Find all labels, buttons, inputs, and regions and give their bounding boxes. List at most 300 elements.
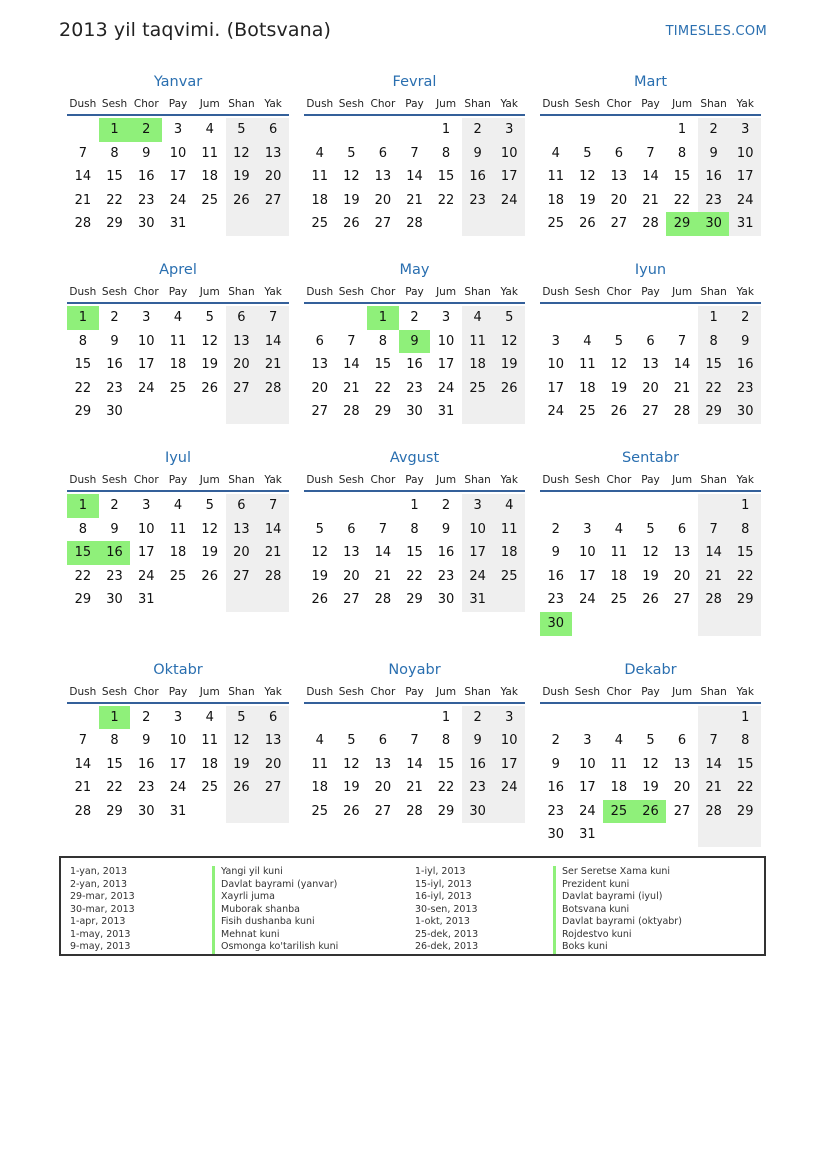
day-cell: 14 xyxy=(406,756,423,772)
day-cell: 7 xyxy=(410,733,419,749)
day-cell: 6 xyxy=(257,118,289,142)
month-name: Fevral xyxy=(392,74,437,90)
day-empty xyxy=(462,400,494,424)
day-cell: 9 xyxy=(698,142,730,166)
day-cell: 12 xyxy=(226,729,258,753)
day-cell: 18 xyxy=(462,353,494,377)
day-cell: 14 xyxy=(698,541,730,565)
day-cell: 15 xyxy=(673,169,691,185)
day-cell: 24 xyxy=(169,780,187,796)
day-cell: 11 xyxy=(493,518,525,542)
day-empty xyxy=(226,212,258,236)
day-cell: 25 xyxy=(547,216,565,232)
day-cell: 23 xyxy=(437,568,455,584)
weekday-label: Yak xyxy=(264,285,282,298)
day-cell: 29 xyxy=(437,803,455,819)
day-empty xyxy=(698,612,730,636)
day-empty xyxy=(603,306,635,330)
day-cell: 22 xyxy=(106,192,123,208)
day-cell: 21 xyxy=(74,192,92,208)
weekday-label: Sesh xyxy=(101,285,128,298)
day-cell: 17 xyxy=(547,380,565,396)
day-cell: 25 xyxy=(462,377,494,401)
day-cell: 3 xyxy=(173,709,183,725)
day-empty xyxy=(336,706,368,730)
day-cell-holiday: 15 xyxy=(67,541,99,565)
weekday-label: Jum xyxy=(199,685,220,698)
weekday-label: Shan xyxy=(700,473,727,486)
legend-holiday-name: Fisih dushanba kuni xyxy=(212,916,338,929)
day-cell: 4 xyxy=(493,494,525,518)
day-grid xyxy=(304,494,525,612)
legend-dates-right xyxy=(415,866,478,954)
day-empty xyxy=(304,306,336,330)
day-cell: 26 xyxy=(343,216,360,232)
day-cell: 24 xyxy=(462,565,494,589)
weekday-label: Jum xyxy=(436,685,457,698)
day-cell: 11 xyxy=(201,733,218,749)
weekday-label: Chor xyxy=(133,685,159,698)
weekday-label: Sesh xyxy=(574,285,600,298)
weekday-label: Pay xyxy=(168,285,188,298)
day-cell: 25 xyxy=(169,568,187,584)
day-grid xyxy=(304,706,525,824)
day-cell: 21 xyxy=(673,380,691,396)
weekday-label: Sesh xyxy=(338,473,364,486)
day-cell: 2 xyxy=(551,733,560,749)
weekday-label: Jum xyxy=(199,473,220,486)
day-cell: 17 xyxy=(437,357,455,373)
day-cell: 16 xyxy=(106,357,123,373)
month-aprel xyxy=(67,260,289,424)
day-cell: 5 xyxy=(347,145,356,161)
day-cell: 26 xyxy=(343,803,360,819)
day-cell: 20 xyxy=(374,192,392,208)
day-empty xyxy=(304,494,336,518)
day-cell: 18 xyxy=(610,568,628,584)
weekday-header xyxy=(67,682,289,704)
day-cell: 3 xyxy=(142,497,151,513)
weekday-header xyxy=(304,94,525,116)
day-cell: 24 xyxy=(729,189,761,213)
day-empty xyxy=(540,306,572,330)
weekday-label: Pay xyxy=(168,685,188,698)
legend-holiday-date: 30-sen, 2013 xyxy=(415,903,478,915)
legend-holiday-date: 1-iyl, 2013 xyxy=(415,866,466,877)
day-cell: 20 xyxy=(673,568,691,584)
legend-holiday-name: Mehnat kuni xyxy=(212,929,338,942)
day-cell: 15 xyxy=(406,545,423,561)
day-cell: 15 xyxy=(374,357,392,373)
day-cell: 18 xyxy=(311,780,329,796)
day-cell: 28 xyxy=(74,803,92,819)
day-empty xyxy=(635,823,667,847)
legend-holiday-name: Rojdestvo kuni xyxy=(553,929,682,942)
day-cell: 15 xyxy=(106,756,123,772)
day-cell: 25 xyxy=(610,592,628,608)
day-cell: 28 xyxy=(642,216,659,232)
day-empty xyxy=(729,823,761,847)
day-cell: 1 xyxy=(729,494,761,518)
day-cell: 9 xyxy=(462,729,494,753)
month-iyun xyxy=(540,260,761,424)
weekday-label: Shan xyxy=(700,685,727,698)
day-cell: 12 xyxy=(226,142,258,166)
day-cell: 1 xyxy=(698,306,730,330)
day-cell: 5 xyxy=(493,306,525,330)
day-empty xyxy=(603,706,635,730)
day-cell: 1 xyxy=(441,709,451,725)
weekday-label: Shan xyxy=(464,473,491,486)
day-empty xyxy=(367,118,399,142)
day-grid xyxy=(67,118,289,236)
day-cell: 22 xyxy=(74,568,92,584)
weekday-label: Sesh xyxy=(338,98,364,110)
weekday-label: Jum xyxy=(199,98,220,110)
day-cell: 6 xyxy=(677,733,687,749)
day-cell: 4 xyxy=(614,521,624,537)
weekday-label: Chor xyxy=(133,285,159,298)
weekday-label: Dush xyxy=(69,285,97,298)
weekday-header xyxy=(67,94,289,116)
day-empty xyxy=(67,706,99,730)
day-cell: 13 xyxy=(257,142,289,166)
day-cell: 3 xyxy=(583,733,592,749)
day-cell: 10 xyxy=(169,145,187,161)
day-cell-holiday: 30 xyxy=(698,212,730,236)
day-cell: 2 xyxy=(698,118,730,142)
day-cell: 6 xyxy=(226,306,258,330)
day-empty xyxy=(698,706,730,730)
month-name: Dekabr xyxy=(624,661,677,678)
day-cell: 27 xyxy=(343,592,360,608)
weekday-label: Chor xyxy=(370,685,396,698)
day-cell: 11 xyxy=(201,145,218,161)
legend-names-left xyxy=(212,866,338,954)
weekday-label: Yak xyxy=(264,98,282,110)
weekday-label: Sesh xyxy=(338,285,364,298)
day-cell: 29 xyxy=(74,592,92,608)
day-cell: 26 xyxy=(311,592,329,608)
day-cell: 30 xyxy=(106,404,123,420)
day-empty xyxy=(226,800,258,824)
day-cell: 16 xyxy=(462,165,494,189)
day-cell-holiday: 30 xyxy=(540,612,572,636)
day-cell: 25 xyxy=(201,192,218,208)
day-cell: 28 xyxy=(406,216,423,232)
legend-holiday-name: Boks kuni xyxy=(553,941,682,954)
day-cell: 26 xyxy=(201,568,218,584)
day-cell: 27 xyxy=(642,404,659,420)
day-cell: 4 xyxy=(583,333,592,349)
day-cell: 20 xyxy=(642,380,659,396)
weekday-label: Jum xyxy=(436,285,457,298)
day-cell: 8 xyxy=(698,330,730,354)
weekday-label: Chor xyxy=(606,285,632,298)
day-cell: 29 xyxy=(698,400,730,424)
weekday-label: Dush xyxy=(306,285,334,298)
day-cell: 11 xyxy=(579,357,596,373)
weekday-label: Pay xyxy=(168,473,188,486)
weekday-header xyxy=(67,282,289,304)
day-cell: 20 xyxy=(226,541,258,565)
weekday-label: Yak xyxy=(736,98,754,110)
day-cell-holiday: 1 xyxy=(67,306,99,330)
weekday-label: Pay xyxy=(641,685,660,698)
weekday-label: Pay xyxy=(405,473,424,486)
day-cell: 17 xyxy=(729,165,761,189)
day-cell: 8 xyxy=(677,145,687,161)
day-grid xyxy=(304,306,525,424)
day-cell: 9 xyxy=(551,756,560,772)
day-cell: 23 xyxy=(106,380,123,396)
weekday-label: Dush xyxy=(542,285,570,298)
day-empty xyxy=(698,494,730,518)
weekday-label: Chor xyxy=(606,473,632,486)
day-cell: 17 xyxy=(169,756,187,772)
day-cell: 15 xyxy=(729,541,761,565)
day-cell: 8 xyxy=(78,521,87,537)
day-cell: 23 xyxy=(698,189,730,213)
day-cell: 9 xyxy=(142,733,151,749)
weekday-label: Pay xyxy=(168,98,188,110)
day-cell: 8 xyxy=(110,145,119,161)
day-cell: 29 xyxy=(406,592,423,608)
day-cell: 22 xyxy=(673,192,691,208)
weekday-label: Dush xyxy=(306,473,334,486)
day-cell: 12 xyxy=(642,545,659,561)
day-cell: 11 xyxy=(462,330,494,354)
day-cell: 12 xyxy=(343,756,360,772)
day-cell: 6 xyxy=(315,333,324,349)
day-cell: 22 xyxy=(106,780,123,796)
day-cell: 27 xyxy=(374,803,392,819)
day-cell: 4 xyxy=(173,309,183,325)
day-cell: 20 xyxy=(226,353,258,377)
day-cell: 2 xyxy=(142,709,151,725)
day-cell: 3 xyxy=(462,494,494,518)
day-cell: 18 xyxy=(201,756,218,772)
day-empty xyxy=(540,118,572,142)
day-cell: 14 xyxy=(257,330,289,354)
day-cell: 28 xyxy=(698,800,730,824)
legend-holiday-name: Yangi yil kuni xyxy=(212,866,338,879)
day-cell: 28 xyxy=(257,377,289,401)
day-cell: 23 xyxy=(406,380,423,396)
day-cell: 12 xyxy=(343,169,360,185)
day-empty xyxy=(130,400,162,424)
day-cell: 8 xyxy=(729,729,761,753)
months-grid xyxy=(67,72,760,871)
day-cell-holiday: 16 xyxy=(99,541,131,565)
day-cell: 24 xyxy=(547,404,565,420)
weekday-label: Jum xyxy=(199,285,220,298)
day-cell: 21 xyxy=(74,780,92,796)
day-cell: 28 xyxy=(698,588,730,612)
weekday-label: Jum xyxy=(672,98,693,110)
day-cell: 7 xyxy=(257,306,289,330)
day-empty xyxy=(226,400,258,424)
weekday-label: Yak xyxy=(500,98,518,110)
weekday-label: Yak xyxy=(500,285,518,298)
day-empty xyxy=(698,823,730,847)
month-name: Oktabr xyxy=(153,661,203,678)
day-empty xyxy=(336,118,368,142)
day-cell: 17 xyxy=(462,541,494,565)
day-cell: 20 xyxy=(257,165,289,189)
day-cell: 10 xyxy=(437,333,455,349)
weekday-label: Jum xyxy=(672,473,693,486)
day-cell: 7 xyxy=(257,494,289,518)
day-cell: 17 xyxy=(138,545,155,561)
weekday-label: Chor xyxy=(370,473,396,486)
weekday-label: Pay xyxy=(405,285,424,298)
day-empty xyxy=(67,118,99,142)
day-cell: 29 xyxy=(106,803,123,819)
day-cell: 11 xyxy=(169,333,187,349)
day-cell: 26 xyxy=(226,189,258,213)
day-empty xyxy=(257,212,289,236)
day-cell: 15 xyxy=(437,169,455,185)
day-cell: 10 xyxy=(462,518,494,542)
day-cell: 13 xyxy=(311,357,329,373)
weekday-label: Dush xyxy=(542,685,570,698)
day-cell: 6 xyxy=(257,706,289,730)
day-cell: 22 xyxy=(698,377,730,401)
day-empty xyxy=(304,706,336,730)
day-empty xyxy=(572,118,604,142)
day-cell: 17 xyxy=(493,165,525,189)
weekday-label: Shan xyxy=(228,685,255,698)
day-cell: 19 xyxy=(201,545,218,561)
legend-names-right xyxy=(553,866,682,954)
day-empty xyxy=(666,823,698,847)
day-grid xyxy=(540,494,761,636)
day-cell: 18 xyxy=(169,357,187,373)
day-cell: 31 xyxy=(138,592,155,608)
day-empty xyxy=(257,400,289,424)
weekday-label: Sesh xyxy=(101,98,128,110)
day-cell: 27 xyxy=(257,776,289,800)
weekday-label: Yak xyxy=(736,473,754,486)
weekday-label: Jum xyxy=(436,473,457,486)
weekday-label: Shan xyxy=(700,98,727,110)
day-cell: 4 xyxy=(173,497,183,513)
day-cell: 29 xyxy=(729,588,761,612)
day-cell-holiday: 29 xyxy=(666,212,698,236)
day-cell: 20 xyxy=(311,380,329,396)
site-link[interactable]: TIMESLES.COM xyxy=(665,24,767,39)
month-name: Sentabr xyxy=(621,449,680,466)
day-cell: 7 xyxy=(698,729,730,753)
day-cell: 21 xyxy=(698,776,730,800)
weekday-label: Dush xyxy=(306,98,334,110)
day-grid xyxy=(67,706,289,824)
day-cell: 11 xyxy=(610,756,628,772)
day-cell: 10 xyxy=(493,729,525,753)
legend-holiday-date: 1-may, 2013 xyxy=(70,928,131,940)
day-cell: 13 xyxy=(673,545,691,561)
day-cell: 15 xyxy=(729,753,761,777)
day-cell: 7 xyxy=(646,145,655,161)
day-cell: 29 xyxy=(106,216,123,232)
day-cell: 24 xyxy=(579,803,596,819)
month-dekabr xyxy=(540,660,761,848)
day-empty xyxy=(194,400,226,424)
day-cell: 25 xyxy=(493,565,525,589)
weekday-label: Chor xyxy=(370,285,396,298)
day-empty xyxy=(430,212,462,236)
day-cell: 10 xyxy=(493,142,525,166)
day-cell: 24 xyxy=(169,192,187,208)
day-cell: 15 xyxy=(106,169,123,185)
day-cell: 19 xyxy=(311,568,329,584)
day-cell-holiday: 1 xyxy=(367,306,399,330)
day-empty xyxy=(572,612,604,636)
weekday-label: Shan xyxy=(228,285,255,298)
day-cell: 9 xyxy=(462,142,494,166)
day-cell: 14 xyxy=(406,169,423,185)
day-cell: 22 xyxy=(437,780,455,796)
day-cell: 4 xyxy=(205,122,214,137)
day-empty xyxy=(635,494,667,518)
day-cell: 28 xyxy=(406,803,423,819)
day-cell: 11 xyxy=(169,521,187,537)
day-cell: 20 xyxy=(374,780,392,796)
day-cell: 21 xyxy=(406,192,423,208)
day-cell: 19 xyxy=(343,780,360,796)
legend-holiday-date: 9-may, 2013 xyxy=(70,941,131,952)
day-cell: 30 xyxy=(437,592,455,608)
day-cell: 21 xyxy=(406,780,423,796)
day-empty xyxy=(603,118,635,142)
day-cell: 17 xyxy=(138,357,155,373)
day-cell: 25 xyxy=(201,780,218,796)
day-grid xyxy=(67,306,289,424)
day-cell: 4 xyxy=(551,145,560,161)
day-cell: 8 xyxy=(378,333,388,349)
day-cell: 1 xyxy=(729,706,761,730)
weekday-label: Shan xyxy=(464,685,491,698)
day-cell: 13 xyxy=(226,330,258,354)
month-name: Noyabr xyxy=(388,661,441,678)
day-cell: 31 xyxy=(169,216,187,232)
day-cell: 13 xyxy=(374,169,392,185)
day-cell: 4 xyxy=(462,306,494,330)
day-cell: 3 xyxy=(441,309,451,325)
legend-holiday-name: Davlat bayrami (yanvar) xyxy=(212,879,338,892)
weekday-header xyxy=(304,470,525,492)
day-cell: 20 xyxy=(257,753,289,777)
day-cell: 14 xyxy=(74,169,92,185)
day-cell: 17 xyxy=(579,568,596,584)
day-cell: 15 xyxy=(74,357,92,373)
day-cell: 16 xyxy=(437,545,455,561)
day-cell: 11 xyxy=(311,169,329,185)
day-cell: 18 xyxy=(169,545,187,561)
day-empty xyxy=(635,118,667,142)
day-cell: 16 xyxy=(729,353,761,377)
day-cell: 6 xyxy=(646,333,655,349)
month-oktabr xyxy=(67,660,289,848)
weekday-label: Jum xyxy=(672,285,693,298)
day-cell: 16 xyxy=(698,165,730,189)
day-cell: 30 xyxy=(462,800,494,824)
legend-holiday-date: 30-mar, 2013 xyxy=(70,903,135,915)
day-cell: 9 xyxy=(110,521,119,537)
day-cell: 13 xyxy=(610,169,628,185)
day-cell: 4 xyxy=(205,709,214,725)
